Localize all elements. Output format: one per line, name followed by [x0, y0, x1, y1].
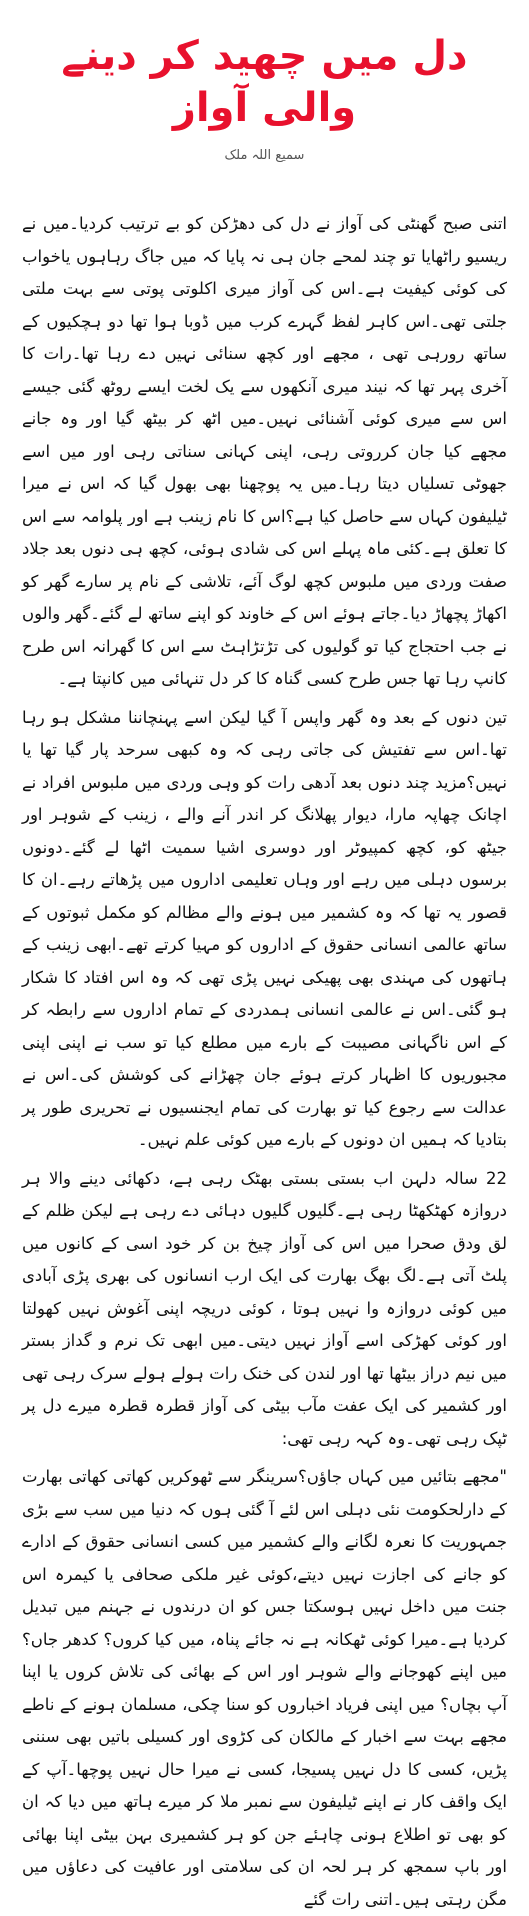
paragraph: "مجھے بتائیں میں کہاں جاؤں؟سرینگر سے ٹھوکریں کھاتی کھاتی بھارت کے دارلحکومت نئی دہلی اس لئے آ گئی ہوں کہ دنیا میں سب سے بڑی جمہوریت کا نعرہ لگانے والے کشمیر میں کسی انسانی حقوق کے ادارے کو جانے کی اجازت نہیں دیتے،کوئی غیر ملکی صحافی یا کیمرہ اس جنت میں داخل نہیں ہوسکتا جس کو ان درندوں نے جہنم میں تبدیل کردیا ہے۔میرا کوئی ٹھکانہ ہے نہ جائے پناہ، میں کیا کروں؟ کدھر جاں؟ میں اپنے کھوجانے والے شوہر اور اس کے بھائی کی تلاش کروں یا اپنا آپ بچاں؟ میں اپنی فریاد اخباروں کو سنا چکی، مسلمان ہونے کے ناطے مجھے بہت سے اخبار کے مالکان کی کڑوی اور کسیلی باتیں بھی سننی پڑیں، کسی کا دل نہیں پسیجا، کسی نے میرا حال نہیں پوچھا۔آپ کے ایک واقف کار نے اپنے ٹیلیفون سے نمبر ملا کر میرے ہاتھ میں دیا کہ ان کو بھی تو اطلاع ہونی چاہئے جن کو ہر کشمیری بہن بیٹی اپنا بھائی اور باپ سمجھ کر ہر لحہ ان کی سلامتی اور عافیت کی دعاؤں میں مگن رہتی ہیں۔اتنی رات گئے [22, 1467, 507, 1909]
paragraph: اتنی صبح گھنٹی کی آواز نے دل کی دھڑکن کو بے ترتیب کردیا۔میں نے ریسیو راٹھایا تو چند لمحے جان ہی نہ پایا کہ میں جاگ رہاہوں یاخواب کی کوئی کیفیت ہے۔اس کی آواز میری اکلوتی پوتی سے بہت ملتی جلتی تھی۔اس کاہر لفظ گہرے کرب میں ڈوبا ہوا تھا دو ہچکیوں کے ساتھ رورہی تھی ، مجھے اور کچھ سنائی نہیں دے رہا تھا۔رات کا آخری پہر تھا کہ نیند میری آنکھوں سے یک لخت ایسے روٹھ گئی جیسے اس سے میری کوئی آشنائی نہیں۔میں اٹھ کر بیٹھ گیا اور وہ جانے مجھے کیا جان کرروتی رہی، اپنی کہانی سناتی رہی اور میں اسے جھوٹی تسلیاں دیتا رہا۔میں یہ پوچھنا بھی بھول گیا کہ اس نے میرا ٹیلیفون کہاں سے حاصل کیا ہے؟اس کا نام زینب ہے اور پلوامہ سے اس کا تعلق ہے۔کئی ماہ پہلے اس کی شادی ہوئی، کچھ ہی دنوں بعد جلاد صفت وردی میں ملبوس کچھ لوگ آئے، تلاشی کے نام پر سارے گھر کو اکھاڑ پچھاڑ دیا۔جاتے ہوئے اس کے خاوند کو اپنے ساتھ لے گئے۔گھر والوں نے جب احتجاج کیا تو گولیوں کی تڑتڑاہٹ سے اس کا گھرانہ اس طرح کانپ رہا تھا جس طرح کسی گناہ کا کر دل تنہائی میں کانپتا ہے۔ [22, 214, 507, 688]
author-byline: سمیع اللہ ملک [224, 148, 305, 163]
article-body [22, 208, 507, 1916]
article-title: دل میں چھید کر دینے والی آواز [61, 33, 468, 131]
paragraph: 22 سالہ دلہن اب بستی بستی بھٹک رہی ہے، دکھائی دینے والا ہر دروازہ کھٹکھٹا رہی ہے۔گلیوں گلیوں دہائی دے رہی ہے لیکن ظلم کے لق ودق صحرا میں اس کی آواز چیخ بن کر خود اسی کے کانوں میں پلٹ آتی ہے۔لگ بھگ بھارت کی ایک ارب انسانوں کی بھری پڑی آبادی میں کوئی دروازہ وا نہیں ہوتا ، کوئی دریچہ اپنی آغوش نہیں کھولتا اور کوئی کھڑکی اسے آواز نہیں دیتی۔میں ابھی تک نرم و گداز بستر میں نیم دراز بیٹھا تھا اور لندن کی خنک رات ہولے ہولے سرک رہی تھی اور کشمیر کی ایک عفت مآب بیٹی کی آواز قطرہ قطرہ میرے دل پر ٹپک رہی تھی۔وہ کہہ رہی تھی: [22, 1168, 507, 1448]
paragraph: تین دنوں کے بعد وہ گھر واپس آ گیا لیکن اسے پہنچاننا مشکل ہو رہا تھا۔اس سے تفتیش کی جاتی رہی کہ وہ کبھی سرحد پار گیا تھا یا نہیں؟مزید چند دنوں بعد آدھی رات کو وہی وردی میں ملبوس افراد نے اچانک چھاپہ مارا، دیوار پھلانگ کر اندر آنے والے ، زینب کے شوہر اور جیٹھ کو، کچھ کمپیوٹر اور دوسری اشیا سمیت اٹھا لے گئے۔دونوں برسوں دہلی میں رہے اور وہاں تعلیمی اداروں میں پڑھاتے رہے۔ان کا قصور یہ تھا کہ وہ کشمیر میں ہونے والے مظالم کو مکمل ثبوتوں کے ساتھ عالمی انسانی حقوق کے اداروں کو مہیا کرتے تھے۔ابھی زینب کے ہاتھوں کی مہندی بھی پھیکی نہیں پڑی تھی کہ وہ اس افتاد کا شکار ہو گئی۔اس نے عالمی انسانی ہمدردی کے تمام اداروں سے رابطہ کر کے اس ناگہانی مصیبت کے بارے میں مطلع کیا تو سب نے اپنی اپنی مجبوریوں کا اظہار کرتے ہوئے جان چھڑانے کی کوشش کی۔اس نے عدالت سے رجوع کیا تو بھارت کی تمام ایجنسیوں نے تحریری طور پر بتادیا کہ ہمیں ان دونوں کے بارے میں کوئی علم نہیں۔ [22, 707, 507, 1149]
